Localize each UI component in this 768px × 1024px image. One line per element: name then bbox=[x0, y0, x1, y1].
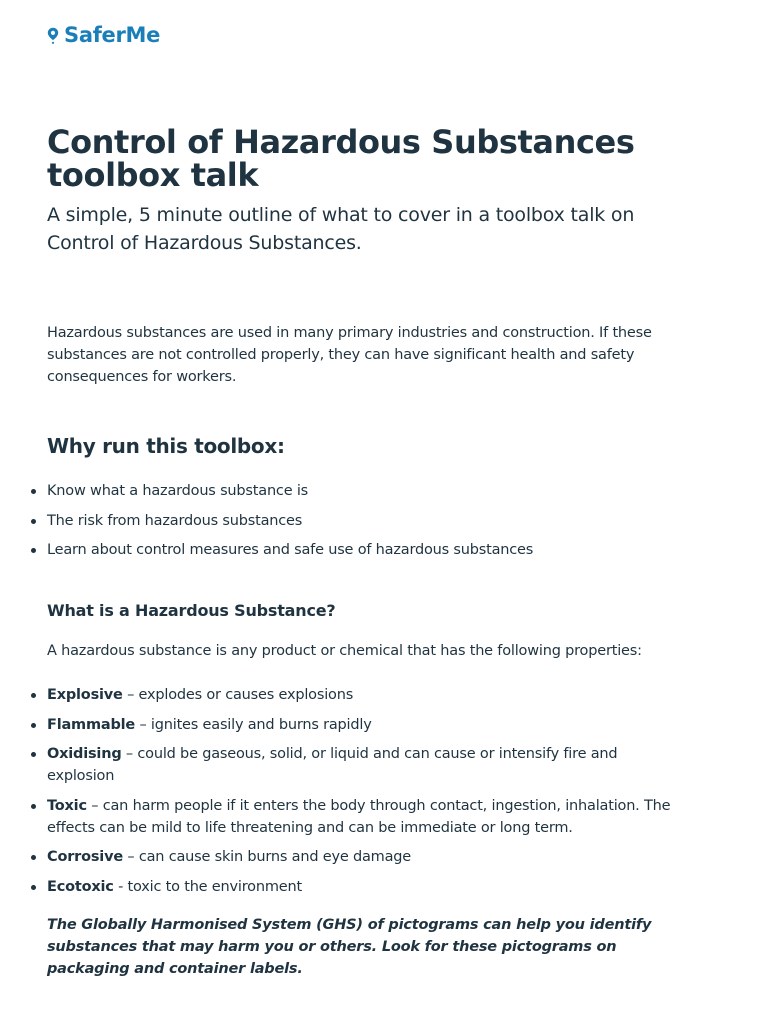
location-pin-icon bbox=[47, 27, 59, 44]
property-term: Corrosive bbox=[47, 849, 123, 865]
property-desc: – can harm people if it enters the body through contact, ingestion, inhalation. The effects can be mild to life threatening and can be immediate or long term. bbox=[47, 797, 671, 836]
list-item: The risk from hazardous substances bbox=[47, 510, 687, 532]
property-desc: – can cause skin burns and eye damage bbox=[122, 849, 412, 865]
list-item bbox=[47, 714, 687, 736]
list-item bbox=[47, 684, 687, 706]
definition-paragraph: A hazardous substance is any product or chemical that has the following properties: bbox=[47, 643, 642, 659]
property-desc: – explodes or causes explosions bbox=[122, 687, 354, 703]
why-heading: Why run this toolbox: bbox=[47, 434, 285, 458]
property-term: Flammable bbox=[47, 716, 136, 733]
list-item bbox=[47, 795, 687, 839]
list-item bbox=[47, 743, 687, 787]
property-term: Ecotoxic bbox=[47, 878, 114, 895]
what-heading: What is a Hazardous Substance? bbox=[47, 601, 336, 620]
list-item: Know what a hazardous substance is bbox=[47, 480, 687, 502]
property-term: Toxic bbox=[47, 797, 87, 814]
why-list bbox=[47, 480, 687, 569]
logo-text: SaferMe bbox=[64, 23, 161, 47]
page-subtitle: A simple, 5 minute outline of what to cover in a toolbox talk on Control of Hazardous Substances. bbox=[47, 204, 635, 254]
ghs-note: The Globally Harmonised System (GHS) of pictograms can help you identify substances that may harm you or others. Look for these pictograms on packaging and container labels. bbox=[47, 917, 652, 977]
list-item bbox=[47, 846, 687, 868]
list-item: Learn about control measures and safe use of hazardous substances bbox=[47, 539, 687, 561]
list-item bbox=[47, 876, 687, 898]
intro-paragraph: Hazardous substances are used in many primary industries and construction. If these substances are not controlled properly, they can have significant health and safety consequences for workers. bbox=[47, 325, 652, 385]
property-term: Explosive bbox=[47, 687, 123, 703]
property-desc: - toxic to the environment bbox=[113, 878, 302, 895]
property-desc: – ignites easily and burns rapidly bbox=[135, 716, 372, 733]
saferme-logo[interactable] bbox=[47, 23, 160, 47]
page-title: Control of Hazardous Substances toolbox talk bbox=[47, 123, 635, 194]
properties-list bbox=[47, 684, 687, 905]
property-term: Oxidising bbox=[47, 746, 122, 762]
property-desc: – could be gaseous, solid, or liquid and can cause or intensify fire and explosion bbox=[47, 746, 618, 784]
